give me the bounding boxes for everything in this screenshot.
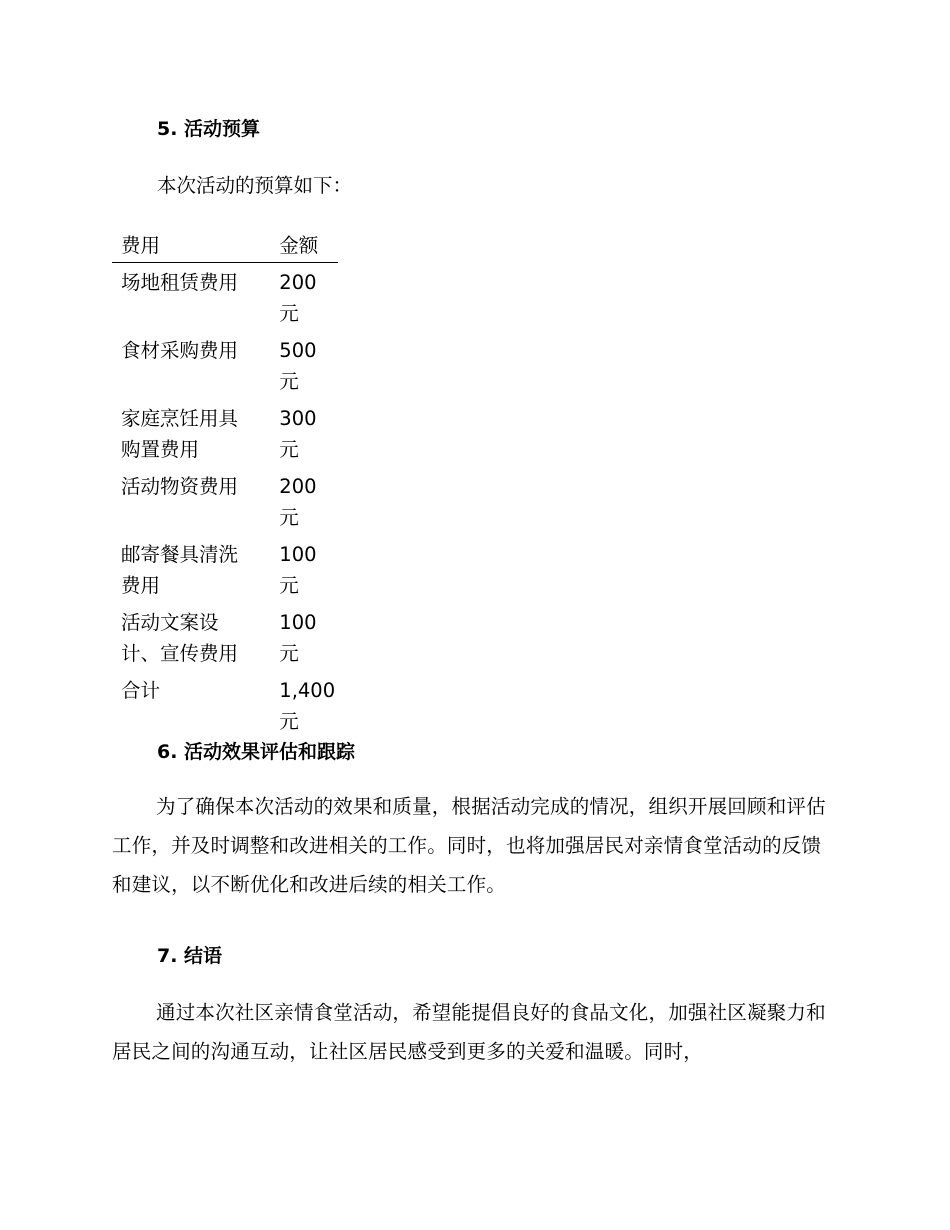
amount-unit: 元 bbox=[279, 574, 299, 597]
budget-table-header-row bbox=[112, 232, 338, 263]
section-7-body: 通过本次社区亲情食堂活动，希望能提倡良好的食品文化，加强社区凝聚力和居民之间的沟通互动，让社区居民感受到更多的关爱和温暖。同时， bbox=[112, 1001, 826, 1063]
amount-cell bbox=[270, 671, 338, 739]
table-row bbox=[112, 467, 338, 535]
amount-cell bbox=[270, 535, 338, 603]
budget-intro: 本次活动的预算如下： bbox=[157, 174, 353, 197]
section-6-heading: 6. 活动效果评估和跟踪 bbox=[157, 741, 356, 763]
section-6-body: 为了确保本次活动的效果和质量，根据活动完成的情况，组织开展回顾和评估工作，并及时调整和改进相关的工作。同时，也将加强居民对亲情食堂活动的反馈和建议，以不断优化和改进后续的相关工作。 bbox=[112, 795, 826, 896]
header-cost: 费用 bbox=[112, 232, 270, 263]
table-row bbox=[112, 263, 338, 332]
cost-item-cell bbox=[112, 331, 270, 399]
section-5-heading: 5. 活动预算 bbox=[157, 118, 261, 140]
table-row bbox=[112, 331, 338, 399]
amount-cell bbox=[270, 331, 338, 399]
cost-item: 家庭烹饪用具购置费用 bbox=[121, 407, 239, 461]
amount-value: 1,400 bbox=[279, 679, 336, 702]
amount-unit: 元 bbox=[279, 506, 299, 529]
amount-value: 500 bbox=[279, 339, 317, 362]
cost-item-cell bbox=[112, 263, 270, 332]
table-row bbox=[112, 535, 338, 603]
table-row bbox=[112, 603, 338, 671]
cost-item: 活动物资费用 bbox=[121, 475, 239, 498]
cost-item-cell bbox=[112, 535, 270, 603]
amount-value: 200 bbox=[279, 475, 317, 498]
amount-value: 100 bbox=[279, 543, 317, 566]
table-row bbox=[112, 399, 338, 467]
amount-unit: 元 bbox=[279, 370, 299, 393]
cost-item: 活动文案设计、宣传费用 bbox=[121, 611, 239, 665]
amount-cell bbox=[270, 263, 338, 332]
amount-unit: 元 bbox=[279, 302, 299, 325]
cost-item: 邮寄餐具清洗费用 bbox=[121, 543, 239, 597]
cost-item: 合计 bbox=[121, 679, 161, 702]
cost-item-cell bbox=[112, 467, 270, 535]
header-amount: 金额 bbox=[270, 232, 338, 263]
cost-item-cell bbox=[112, 399, 270, 467]
section-7-heading: 7. 结语 bbox=[157, 945, 223, 967]
cost-item: 场地租赁费用 bbox=[121, 271, 239, 294]
amount-value: 100 bbox=[279, 611, 317, 634]
amount-unit: 元 bbox=[279, 642, 299, 665]
amount-cell bbox=[270, 603, 338, 671]
cost-item: 食材采购费用 bbox=[121, 339, 239, 362]
amount-cell bbox=[270, 467, 338, 535]
budget-table bbox=[112, 232, 338, 739]
amount-unit: 元 bbox=[279, 438, 299, 461]
amount-unit: 元 bbox=[279, 710, 299, 733]
amount-value: 200 bbox=[279, 271, 317, 294]
cost-item-cell bbox=[112, 671, 270, 739]
table-row-total bbox=[112, 671, 338, 739]
amount-cell bbox=[270, 399, 338, 467]
amount-value: 300 bbox=[279, 407, 317, 430]
cost-item-cell bbox=[112, 603, 270, 671]
